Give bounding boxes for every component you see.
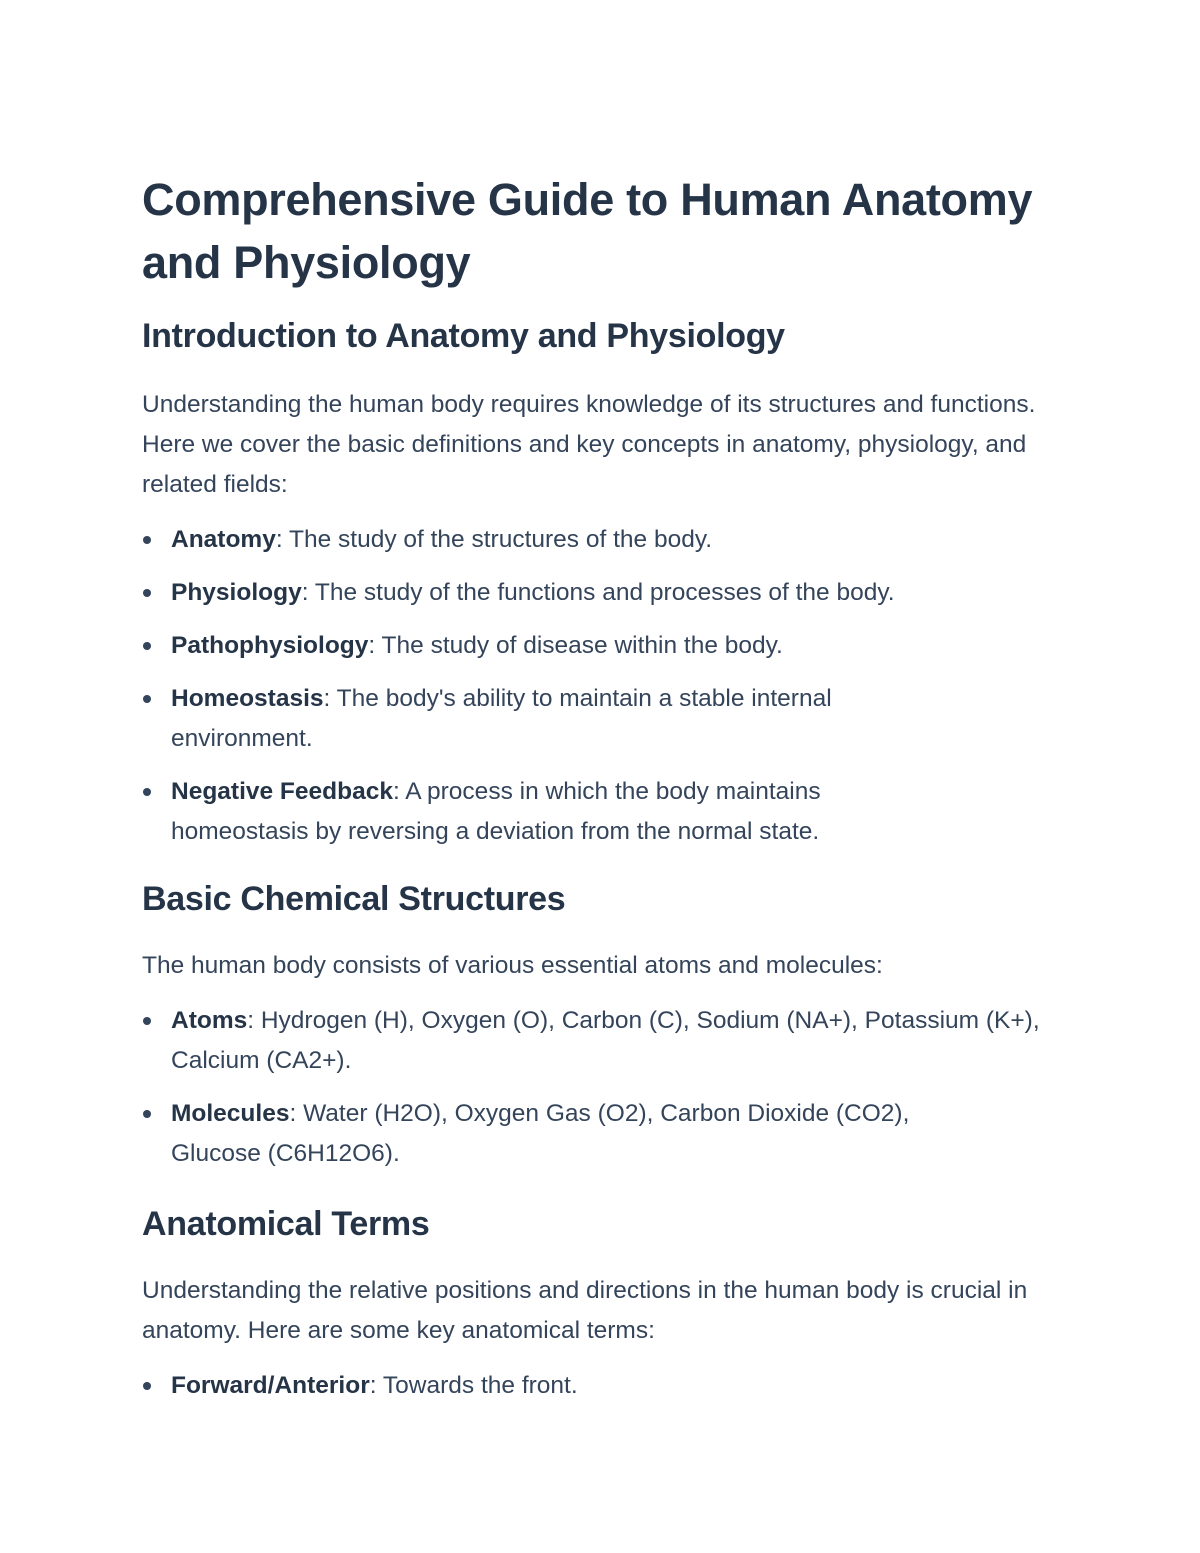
list-item-term: Negative Feedback xyxy=(171,778,393,805)
page-title: Comprehensive Guide to Human Anatomy and Physiology xyxy=(142,174,1033,288)
section-paragraph-introduction: Understanding the human body requires knowledge of its structures and functions. Here we cover the basic definitions and key concepts in anatomy, physiology, and related fields: xyxy=(142,391,1036,498)
document-page xyxy=(142,168,1047,1406)
list-item xyxy=(142,1001,1047,1081)
bullet-icon xyxy=(143,536,151,544)
list-item xyxy=(142,626,1047,666)
list-item-term: Physiology xyxy=(171,579,302,606)
list-item-term: Atoms xyxy=(171,1007,248,1034)
list-item-text: : The study of the functions and processes of the body. xyxy=(301,579,895,606)
bullet-icon xyxy=(143,1382,151,1390)
bullet-icon xyxy=(143,1017,151,1025)
list-item-text: : The body's ability to maintain a stable internal environment. xyxy=(171,685,832,752)
bullet-icon xyxy=(143,695,151,703)
definition-list-chemical-structures xyxy=(142,1001,1047,1174)
section-paragraph-chemical-structures: The human body consists of various essential atoms and molecules: xyxy=(142,952,883,979)
bullet-icon xyxy=(143,642,151,650)
list-item-term: Homeostasis xyxy=(171,685,324,712)
section-heading-anatomical-terms: Anatomical Terms xyxy=(142,1205,430,1243)
list-item xyxy=(142,679,1047,759)
list-item-term: Forward/Anterior xyxy=(171,1372,370,1399)
section-heading-introduction: Introduction to Anatomy and Physiology xyxy=(142,317,785,355)
section-heading-chemical-structures: Basic Chemical Structures xyxy=(142,880,566,918)
list-item-text: : A process in which the body maintains homeostasis by reversing a deviation from the normal state. xyxy=(171,778,821,845)
bullet-icon xyxy=(143,1110,151,1118)
list-item-text: : Water (H2O), Oxygen Gas (O2), Carbon Dioxide (CO2), Glucose (C6H12O6). xyxy=(171,1100,910,1167)
bullet-icon xyxy=(143,788,151,796)
list-item-text: : The study of the structures of the body. xyxy=(275,526,713,553)
list-item xyxy=(142,1366,1047,1406)
list-item-term: Anatomy xyxy=(171,526,276,553)
list-item-text: : Hydrogen (H), Oxygen (O), Carbon (C), Sodium (NA+), Potassium (K+), Calcium (CA2+). xyxy=(171,1007,1040,1074)
list-item xyxy=(142,520,1047,560)
list-item-text: : Towards the front. xyxy=(369,1372,578,1399)
definition-list-anatomical-terms xyxy=(142,1366,1047,1406)
bullet-icon xyxy=(143,589,151,597)
list-item-term: Pathophysiology xyxy=(171,632,369,659)
section-paragraph-anatomical-terms: Understanding the relative positions and directions in the human body is crucial in anatomy. Here are some key anatomical terms: xyxy=(142,1277,1028,1344)
list-item xyxy=(142,772,1047,852)
definition-list-introduction xyxy=(142,520,1047,852)
list-item-text: : The study of disease within the body. xyxy=(368,632,783,659)
list-item xyxy=(142,573,1047,613)
list-item-term: Molecules xyxy=(171,1100,290,1127)
list-item xyxy=(142,1094,1047,1174)
